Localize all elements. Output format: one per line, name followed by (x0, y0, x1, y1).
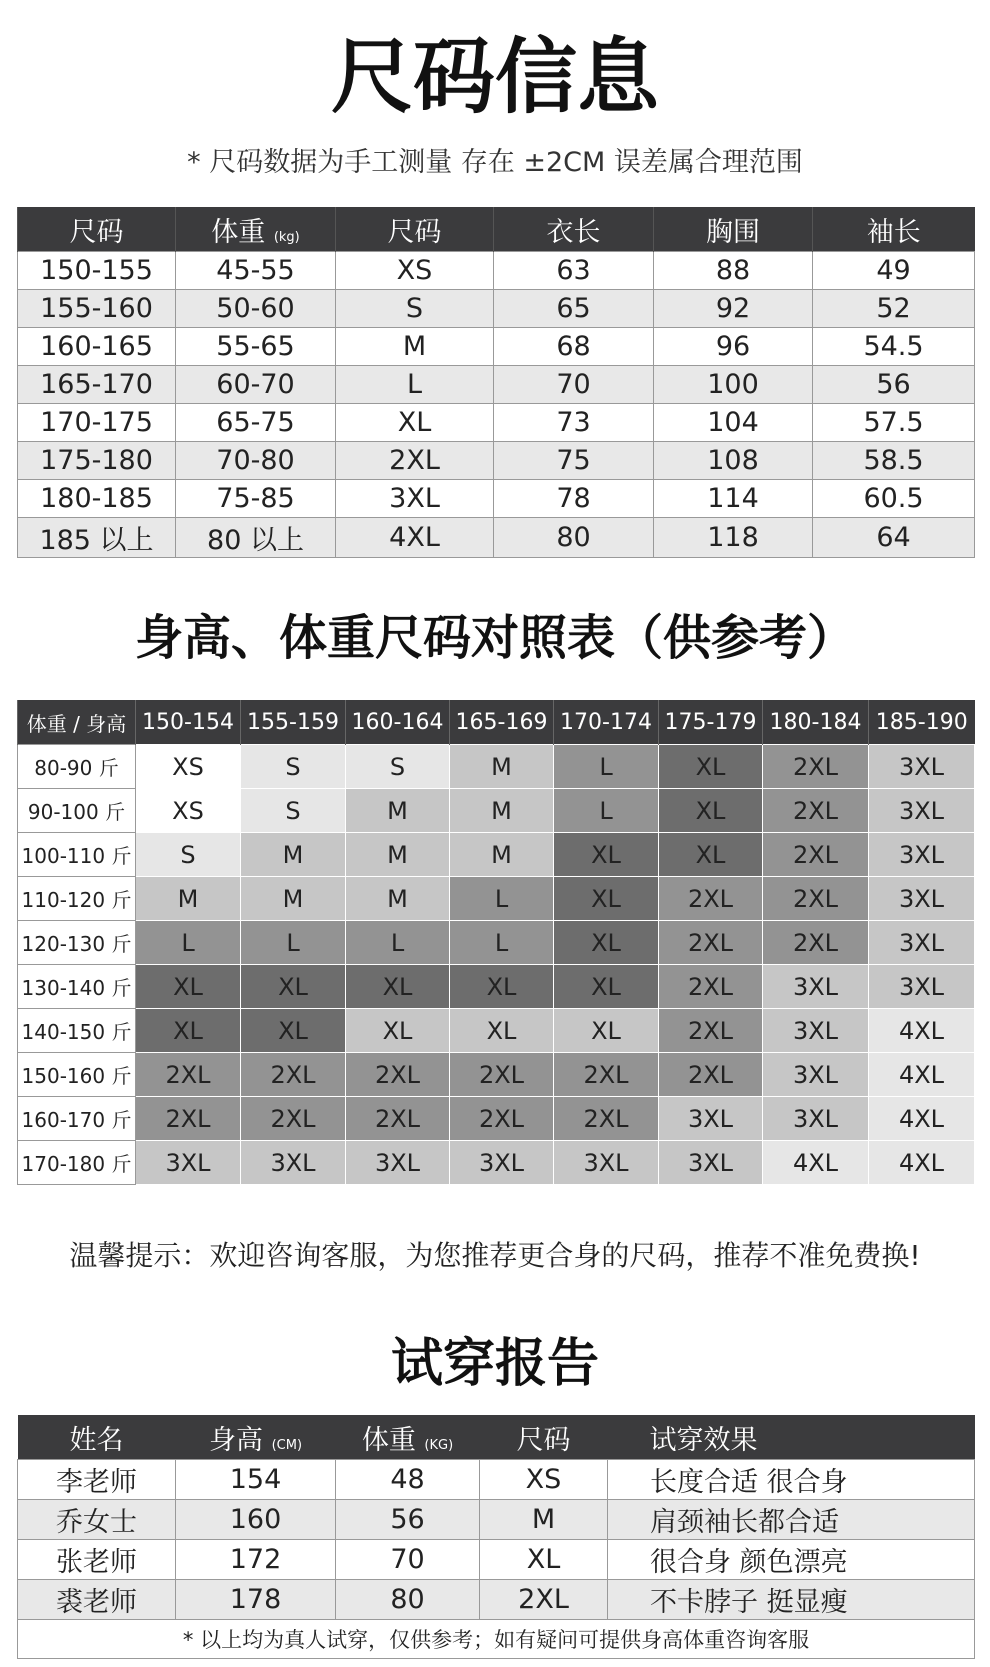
size-info-row (18, 518, 975, 558)
size-chart-cell: L (450, 921, 554, 965)
size-chart-cell: M (450, 745, 554, 789)
height-range-header: 180-184 (763, 700, 869, 745)
size-chart-cell: 2XL (241, 1053, 346, 1097)
sleeve-cell: 54.5 (813, 328, 975, 366)
chest-cell: 92 (654, 290, 813, 328)
size-info-subtitle: * 尺码数据为手工测量 存在 ±2CM 误差属合理范围 (187, 147, 803, 178)
sleeve-cell: 64 (813, 518, 975, 558)
size-chart-cell: XL (659, 745, 763, 789)
height-range-header: 165-169 (450, 700, 554, 745)
height-range-header: 170-174 (554, 700, 659, 745)
size-chart-cell: XL (450, 1009, 554, 1053)
size-info-title: 尺码信息 (330, 30, 659, 125)
size-range-cell: 155-160 (18, 290, 176, 328)
chest-cell: 88 (654, 252, 813, 290)
length-cell: 63 (494, 252, 654, 290)
weight-range-label: 130-140 斤 (18, 965, 136, 1009)
size-chart-cell: M (241, 833, 346, 877)
weight-range-label: 90-100 斤 (18, 789, 136, 833)
size-chart-cell: XL (554, 921, 659, 965)
weight-cell: 56 (336, 1500, 480, 1540)
size-chart-cell: 3XL (763, 1097, 869, 1141)
size-chart-cell: S (241, 745, 346, 789)
size-cell: XL (480, 1540, 608, 1580)
size-info-row (18, 366, 975, 404)
size-cell: M (480, 1500, 608, 1540)
height-cell: 154 (176, 1460, 336, 1500)
try-on-header-row (18, 1415, 975, 1460)
sleeve-cell: 57.5 (813, 404, 975, 442)
size-info-header-row (18, 207, 975, 252)
service-tip: 温馨提示：欢迎咨询客服，为您推荐更合身的尺码，推荐不准免费换! (69, 1239, 921, 1272)
size-chart-cell: 4XL (869, 1053, 975, 1097)
try-on-row (18, 1460, 975, 1500)
size-range-cell: 175-180 (18, 442, 176, 480)
header-weight: 体重 (kg) (176, 207, 336, 252)
size-chart-cell: 2XL (241, 1097, 346, 1141)
weight-range-label: 150-160 斤 (18, 1053, 136, 1097)
size-chart-cell: 2XL (659, 1009, 763, 1053)
size-chart-cell: S (241, 789, 346, 833)
size-chart-cell: M (346, 789, 450, 833)
size-chart-cell: 3XL (763, 1053, 869, 1097)
size-info-row (18, 252, 975, 290)
size-chart-cell: 2XL (763, 921, 869, 965)
size-chart-cell: XL (241, 965, 346, 1009)
size-chart-cell: XS (136, 745, 241, 789)
size-chart-cell: L (346, 921, 450, 965)
size-chart-title: 身高、体重尺码对照表（供参考） (134, 610, 855, 666)
weight-cell: 75-85 (176, 480, 336, 518)
size-info-row (18, 404, 975, 442)
size-info-row (18, 480, 975, 518)
size-cell: XL (336, 404, 494, 442)
size-chart-cell: XL (554, 877, 659, 921)
size-chart-row (18, 1097, 975, 1141)
size-cell: XS (336, 252, 494, 290)
weight-range-label: 100-110 斤 (18, 833, 136, 877)
effect-cell: 长度合适 很合身 (608, 1460, 975, 1500)
size-chart-cell: 2XL (659, 877, 763, 921)
size-range-cell: 170-175 (18, 404, 176, 442)
size-chart-cell: 3XL (136, 1141, 241, 1185)
size-chart-cell: 4XL (869, 1097, 975, 1141)
header-sleeve: 袖长 (813, 207, 975, 252)
header-weight-kg: 体重 (KG) (336, 1415, 480, 1460)
weight-range-label: 160-170 斤 (18, 1097, 136, 1141)
length-cell: 73 (494, 404, 654, 442)
height-unit: (CM) (271, 1437, 303, 1453)
size-chart-cell: 2XL (763, 789, 869, 833)
size-cell: 2XL (336, 442, 494, 480)
size-chart-row (18, 1053, 975, 1097)
length-cell: 70 (494, 366, 654, 404)
size-chart-cell: XL (346, 1009, 450, 1053)
weight-range-label: 80-90 斤 (18, 745, 136, 789)
size-chart-cell: L (136, 921, 241, 965)
name-cell: 李老师 (18, 1460, 176, 1500)
header-size: 尺码 (336, 207, 494, 252)
size-chart-cell: M (450, 789, 554, 833)
size-chart-row (18, 789, 975, 833)
weight-cell: 80 以上 (176, 518, 336, 558)
chest-cell: 104 (654, 404, 813, 442)
sleeve-cell: 60.5 (813, 480, 975, 518)
length-cell: 75 (494, 442, 654, 480)
weight-cell: 60-70 (176, 366, 336, 404)
weight-range-label: 120-130 斤 (18, 921, 136, 965)
chest-cell: 96 (654, 328, 813, 366)
size-chart-cell: XL (450, 965, 554, 1009)
length-cell: 65 (494, 290, 654, 328)
weight-range-label: 140-150 斤 (18, 1009, 136, 1053)
size-cell: 4XL (336, 518, 494, 558)
size-chart-cell: 2XL (346, 1097, 450, 1141)
length-cell: 68 (494, 328, 654, 366)
size-cell: L (336, 366, 494, 404)
size-chart-cell: L (241, 921, 346, 965)
weight-cell: 70-80 (176, 442, 336, 480)
chest-cell: 118 (654, 518, 813, 558)
size-chart-cell: 2XL (450, 1097, 554, 1141)
header-height: 身高 (CM) (176, 1415, 336, 1460)
size-cell: XS (480, 1460, 608, 1500)
weight-cell: 65-75 (176, 404, 336, 442)
size-chart-cell: 4XL (869, 1009, 975, 1053)
size-chart-row (18, 745, 975, 789)
size-chart-cell: XL (136, 1009, 241, 1053)
length-cell: 80 (494, 518, 654, 558)
size-chart-cell: 4XL (763, 1141, 869, 1185)
size-chart-cell: S (346, 745, 450, 789)
size-info-row (18, 328, 975, 366)
weight-cell: 48 (336, 1460, 480, 1500)
size-chart-cell: 3XL (869, 921, 975, 965)
size-chart-cell: 3XL (869, 789, 975, 833)
try-on-footnote: * 以上均为真人试穿，仅供参考；如有疑问可提供身高体重咨询客服 (18, 1620, 975, 1659)
size-chart-cell: 2XL (450, 1053, 554, 1097)
effect-cell: 很合身 颜色漂亮 (608, 1540, 975, 1580)
name-cell: 裘老师 (18, 1580, 176, 1620)
size-chart-cell: 3XL (763, 1009, 869, 1053)
height-cell: 160 (176, 1500, 336, 1540)
sleeve-cell: 49 (813, 252, 975, 290)
size-chart-cell: 2XL (659, 965, 763, 1009)
size-chart-row (18, 921, 975, 965)
size-chart-cell: 2XL (763, 877, 869, 921)
size-chart-row (18, 833, 975, 877)
height-range-header: 160-164 (346, 700, 450, 745)
size-cell: 3XL (336, 480, 494, 518)
try-on-row (18, 1540, 975, 1580)
height-range-header: 155-159 (241, 700, 346, 745)
chest-cell: 114 (654, 480, 813, 518)
size-range-cell: 185 以上 (18, 518, 176, 558)
size-chart-cell: 3XL (554, 1141, 659, 1185)
height-cell: 172 (176, 1540, 336, 1580)
try-on-row (18, 1580, 975, 1620)
try-on-title: 试穿报告 (390, 1334, 599, 1394)
size-range-cell: 150-155 (18, 252, 176, 290)
try-on-row (18, 1500, 975, 1540)
weight-range-label: 110-120 斤 (18, 877, 136, 921)
size-chart-cell: 3XL (659, 1141, 763, 1185)
size-chart-cell: 2XL (136, 1097, 241, 1141)
weight-cell: 80 (336, 1580, 480, 1620)
try-on-table (17, 1415, 975, 1659)
weight-cell: 70 (336, 1540, 480, 1580)
size-info-row (18, 290, 975, 328)
size-chart-cell: 3XL (763, 965, 869, 1009)
size-chart-cell: 3XL (869, 745, 975, 789)
name-cell: 张老师 (18, 1540, 176, 1580)
size-chart-cell: XL (659, 789, 763, 833)
size-chart-cell: L (450, 877, 554, 921)
size-chart-row (18, 1009, 975, 1053)
sleeve-cell: 58.5 (813, 442, 975, 480)
size-chart-row (18, 965, 975, 1009)
chest-cell: 108 (654, 442, 813, 480)
try-on-footnote-row (18, 1620, 975, 1659)
size-chart-cell: XL (659, 833, 763, 877)
size-chart-cell: 2XL (763, 745, 869, 789)
height-cell: 178 (176, 1580, 336, 1620)
weight-range-label: 170-180 斤 (18, 1141, 136, 1185)
header-chest: 胸围 (654, 207, 813, 252)
weight-unit-kg: (KG) (424, 1437, 454, 1453)
size-chart-cell: 2XL (346, 1053, 450, 1097)
weight-cell: 45-55 (176, 252, 336, 290)
weight-unit: (kg) (273, 229, 300, 245)
size-chart-cell: XL (554, 965, 659, 1009)
header-size-tried: 尺码 (480, 1415, 608, 1460)
size-chart-row (18, 1141, 975, 1185)
sleeve-cell: 52 (813, 290, 975, 328)
chest-cell: 100 (654, 366, 813, 404)
size-range-cell: 165-170 (18, 366, 176, 404)
size-chart-cell: 3XL (346, 1141, 450, 1185)
size-range-cell: 160-165 (18, 328, 176, 366)
size-cell: S (336, 290, 494, 328)
size-chart-cell: 3XL (241, 1141, 346, 1185)
size-range-cell: 180-185 (18, 480, 176, 518)
size-chart-header-row (18, 700, 975, 745)
size-chart-cell: 3XL (450, 1141, 554, 1185)
size-chart-cell: 4XL (869, 1141, 975, 1185)
size-chart-cell: M (346, 833, 450, 877)
size-cell: M (336, 328, 494, 366)
size-chart-cell: 2XL (659, 1053, 763, 1097)
size-chart-cell: M (450, 833, 554, 877)
size-chart-cell: 3XL (659, 1097, 763, 1141)
header-name: 姓名 (18, 1415, 176, 1460)
size-chart-cell: 2XL (554, 1097, 659, 1141)
size-chart-cell: 3XL (869, 877, 975, 921)
name-cell: 乔女士 (18, 1500, 176, 1540)
height-range-header: 150-154 (136, 700, 241, 745)
size-chart-cell: XL (241, 1009, 346, 1053)
header-effect: 试穿效果 (608, 1415, 975, 1460)
size-chart-cell: XS (136, 789, 241, 833)
size-chart-cell: XL (136, 965, 241, 1009)
size-chart-cell: L (554, 789, 659, 833)
size-chart-cell: 2XL (763, 833, 869, 877)
size-chart-row (18, 877, 975, 921)
weight-cell: 55-65 (176, 328, 336, 366)
size-chart-cell: XL (346, 965, 450, 1009)
size-chart-cell: 2XL (659, 921, 763, 965)
length-cell: 78 (494, 480, 654, 518)
effect-cell: 不卡脖子 挺显瘦 (608, 1580, 975, 1620)
height-range-header: 175-179 (659, 700, 763, 745)
size-info-table (17, 207, 975, 558)
height-range-header: 185-190 (869, 700, 975, 745)
sleeve-cell: 56 (813, 366, 975, 404)
effect-cell: 肩颈袖长都合适 (608, 1500, 975, 1540)
size-chart-cell: 2XL (554, 1053, 659, 1097)
size-chart-cell: S (136, 833, 241, 877)
size-chart-cell: 2XL (136, 1053, 241, 1097)
size-chart-cell: L (554, 745, 659, 789)
header-length: 衣长 (494, 207, 654, 252)
weight-cell: 50-60 (176, 290, 336, 328)
size-chart-cell: M (241, 877, 346, 921)
size-cell: 2XL (480, 1580, 608, 1620)
size-chart-cell: XL (554, 833, 659, 877)
size-chart-cell: M (346, 877, 450, 921)
size-chart-cell: M (136, 877, 241, 921)
size-chart-table (17, 700, 975, 1185)
size-chart-cell: 3XL (869, 965, 975, 1009)
corner-label: 体重 / 身高 (18, 700, 136, 745)
header-size-range: 尺码 (18, 207, 176, 252)
size-chart-cell: XL (554, 1009, 659, 1053)
size-chart-cell: 3XL (869, 833, 975, 877)
size-info-row (18, 442, 975, 480)
